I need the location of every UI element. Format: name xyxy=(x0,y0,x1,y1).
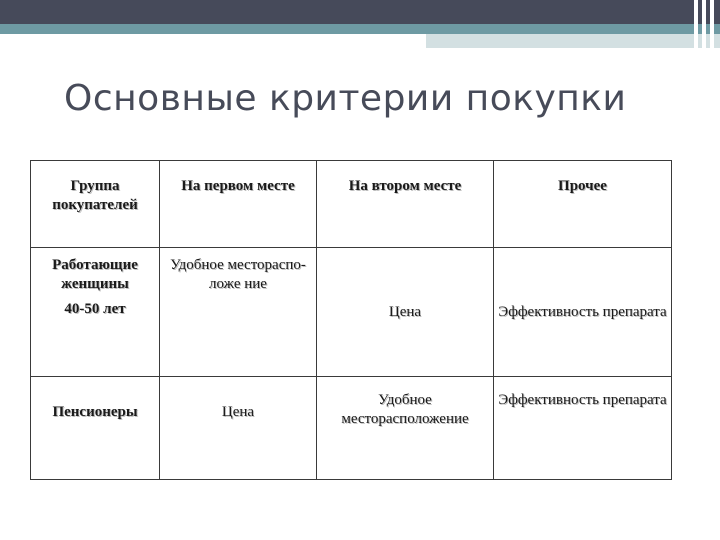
cell-first: Цена xyxy=(160,377,317,480)
table-row xyxy=(31,377,672,480)
cell-group: Пенсионеры xyxy=(31,377,160,480)
header-bar-teal xyxy=(0,24,720,34)
group-age: 40-50 лет xyxy=(64,300,126,317)
cell-other: Эффективность препарата xyxy=(494,377,672,480)
cell-group xyxy=(31,248,160,377)
decor-stripe xyxy=(710,0,714,48)
cell-second: Удобное месторасположение xyxy=(317,377,494,480)
header-cell-other: Прочее xyxy=(494,161,672,248)
slide-title: Основные критерии покупки xyxy=(64,78,627,119)
table-header-row xyxy=(31,161,672,248)
header-bar-dark xyxy=(0,0,720,24)
cell-second: Цена xyxy=(317,248,494,377)
header-cell-first: На первом месте xyxy=(160,161,317,248)
group-name: Работающие женщины xyxy=(52,257,138,292)
header-bar-divider xyxy=(0,34,426,36)
header-cell-group: Группа покупателей xyxy=(31,161,160,248)
header-cell-second: На втором месте xyxy=(317,161,494,248)
decor-stripe xyxy=(694,0,698,48)
cell-first: Удобное месторaспо-ложе ние xyxy=(160,248,317,377)
decor-stripe xyxy=(702,0,706,48)
cell-other: Эффективность препарата xyxy=(494,248,672,377)
criteria-table xyxy=(30,160,672,480)
table-row xyxy=(31,248,672,377)
header-bar-light xyxy=(426,34,720,48)
